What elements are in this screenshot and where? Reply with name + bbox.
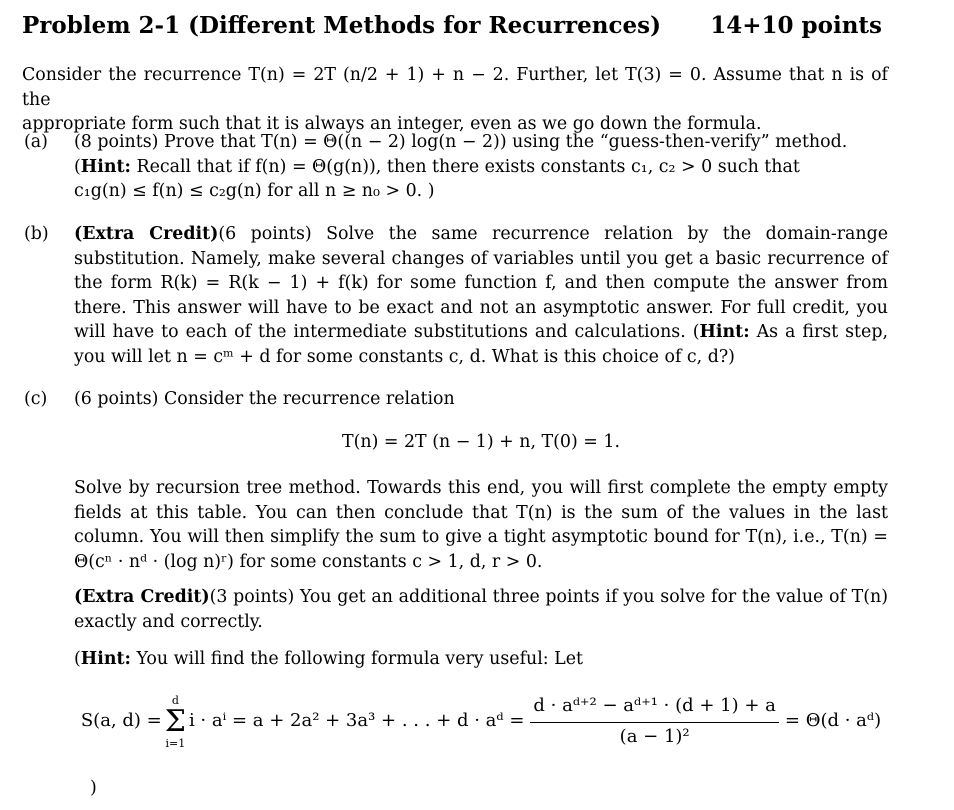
part-c-hint-label: Hint: bbox=[80, 649, 131, 669]
part-c bbox=[22, 387, 888, 750]
summation-sign bbox=[165, 694, 186, 750]
sigma-symbol: Σ bbox=[164, 703, 186, 739]
part-b-extra-credit: (Extra Credit) bbox=[74, 224, 219, 244]
part-a-hint-text: Recall that if f(n) = Θ(g(n)), then there exists constants c₁, c₂ > 0 such that bbox=[136, 156, 800, 177]
problem-intro bbox=[22, 63, 888, 137]
part-b-body: (6 points) Solve the same recurrence relation by the domain-range substitution. Namely, make several changes of variables until you get a basic recurrence of the form R(k) = R(k − 1) + f(k) for some function f, and then compute the answer from there. This answer will have to be exact and not an asymptotic answer. For full credit, you will have to each of the intermediate substitutions and calculations. ( bbox=[74, 224, 889, 342]
closing-paren: ) bbox=[90, 778, 97, 798]
part-c-extra-credit-text: (3 points) You get an additional three points if you solve for the value of T(n) exactly and correctly. bbox=[74, 587, 889, 632]
problem-points: 14+10 points bbox=[710, 12, 882, 39]
part-c-paragraph: Solve by recursion tree method. Towards this end, you will first complete the empty empty fields at this table. You can then conclude that T(n) is the sum of the values in the last column. You will then simplify the sum to give a tight asymptotic bound for T(n), i.e., T(n) = Θ(cⁿ · nᵈ · (log n)ʳ) for some constants c > 1, d, r > 0. bbox=[74, 478, 888, 572]
formula-term: i · aⁱ = a + 2a² + 3a³ + . . . + d · aᵈ = bbox=[188, 710, 525, 732]
part-a bbox=[22, 130, 888, 204]
formula-fraction bbox=[530, 694, 778, 749]
part-a-label: (a) bbox=[24, 132, 48, 152]
sum-lower-limit: i=1 bbox=[165, 736, 186, 750]
part-c-hint bbox=[74, 647, 888, 672]
part-c-hint-open: ( bbox=[74, 649, 81, 669]
part-a-line-3: c₁g(n) ≤ f(n) ≤ c₂g(n) for all n ≥ n₀ > 0. ) bbox=[74, 181, 435, 201]
sum-formula bbox=[74, 694, 888, 750]
intro-line-1: Consider the recurrence T(n) = 2T (n/2 + 1) + n − 2. Further, let T(3) = 0. Assume that n is of the bbox=[22, 65, 888, 110]
part-c-extra-credit-label: (Extra Credit) bbox=[74, 587, 210, 607]
part-a-line-2: (Hint: Recall that if f(n) = Θ(g(n)), then there exists constants c₁, c₂ > 0 such that bbox=[74, 156, 800, 177]
problem-title: Problem 2-1 (Different Methods for Recurrences) bbox=[22, 12, 662, 39]
fraction-numerator: d · aᵈ⁺² − aᵈ⁺¹ · (d + 1) + a bbox=[530, 694, 778, 723]
part-b bbox=[22, 222, 888, 369]
sum-upper-limit: d bbox=[171, 693, 179, 707]
part-a-line-1: (8 points) Prove that T(n) = Θ((n − 2) log(n − 2)) using the “guess-then-verify” method. bbox=[74, 132, 848, 152]
fraction-denominator: (a − 1)² bbox=[619, 725, 690, 747]
part-c-hint-text: You will find the following formula very useful: Let bbox=[136, 649, 583, 669]
part-b-hint-label: Hint: bbox=[699, 322, 750, 342]
formula-rhs: = Θ(d · aᵈ) bbox=[784, 710, 882, 732]
part-c-label: (c) bbox=[24, 389, 48, 409]
intro-line-2: appropriate form such that it is always an integer, even as we go down the formula. bbox=[22, 114, 762, 134]
part-c-equation: T(n) = 2T (n − 1) + n, T(0) = 1. bbox=[342, 431, 620, 452]
part-b-label: (b) bbox=[24, 224, 49, 244]
part-b-hint-text: As a first step, you will let n = cᵐ + d for some constants c, d. What is this choice of c, d?) bbox=[74, 322, 888, 367]
part-c-extra-credit bbox=[74, 585, 888, 634]
problem-header bbox=[22, 12, 882, 39]
part-a-hint-label: Hint: bbox=[80, 156, 131, 177]
part-b-text bbox=[74, 222, 888, 369]
part-c-line-1: (6 points) Consider the recurrence relation bbox=[74, 389, 455, 409]
formula-lhs: S(a, d) = bbox=[80, 710, 162, 732]
